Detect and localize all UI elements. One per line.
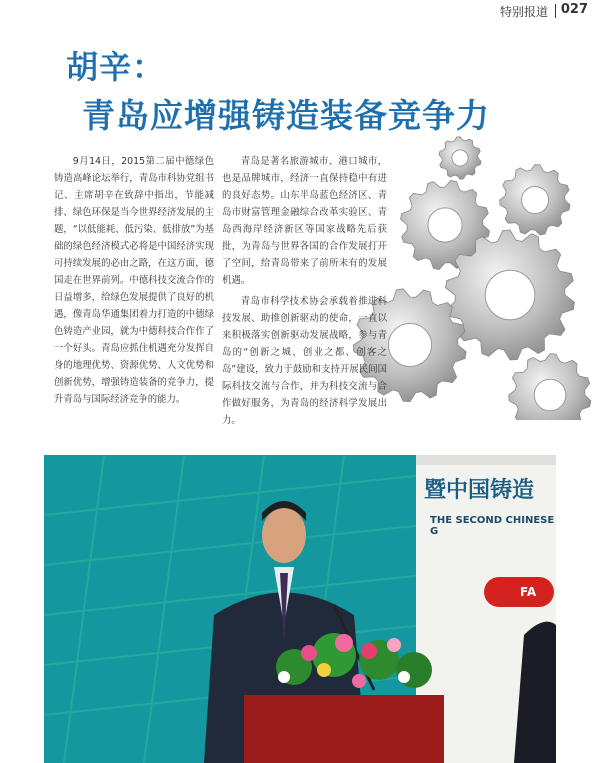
gear-hole [388, 323, 431, 366]
article-title-name: 胡辛： [66, 48, 166, 86]
article-column-2 [222, 153, 387, 433]
banner-subtitle: THE SECOND CHINESE G [430, 515, 555, 537]
article-title-headline: 青岛应增强铸造装备竞争力 [82, 96, 490, 135]
section-label: 特别报道 [499, 5, 548, 19]
gear-hole [522, 187, 549, 214]
gear-hole [534, 379, 566, 411]
article-column-1 [54, 153, 214, 412]
paragraph: 9月14日，2015第二届中德绿色铸造高峰论坛举行，青岛市科协党组书记、主席胡辛在致辞中指出，节能减排、绿色环保是当今世界经济发展的主题，“以低能耗、低污染、低排放”为基础的绿色经济模式必将是中国经济实现可持续发展的必由之路，在这方面，德国走在世界前列。中德科技交流合作的日益增多，给绿色发展提供了良好的机遇，像青岛华通集团着力打造的中德绿色铸造产业园，就为中德科技合作作了一个好头。青岛应抓住机遇充分发挥自身的地理优势、资源优势、人文优势和创新优势，增强铸造装备的竞争力，提升青岛与国际经济竞争的能力。 [54, 156, 214, 405]
gear-hole [452, 150, 468, 166]
paragraph: 青岛是著名旅游城市、港口城市，也是品牌城市，经济一直保持稳中有进的良好态势。山东半岛蓝色经济区、青岛市财富管理金融综合改革实验区、青岛西海岸经济新区等国家战略先后获批，为青岛与世界各国的合作发展打开了空间，给青岛带来了前所未有的发展机遇。 [222, 156, 387, 286]
page-number: 027 [560, 2, 588, 17]
banner-title: 暨中国铸造 [424, 478, 535, 503]
gear-hole [428, 208, 462, 242]
event-photo [44, 455, 556, 763]
logo-badge: FA [484, 577, 554, 607]
header-divider [555, 4, 556, 18]
paragraph: 青岛市科学技术协会承载着推进科技发展、助推创新驱动的使命，一直以来积极落实创新驱动发展战略，参与青岛的“创新之城、创业之都、创客之岛”建设，致力于鼓励和支持开展民间国际科技交流与合作，并为科技交流与合作做好服务，为青岛的经济科学发展出力。 [222, 296, 387, 426]
gear-hole [485, 270, 535, 320]
page-header [0, 0, 600, 22]
